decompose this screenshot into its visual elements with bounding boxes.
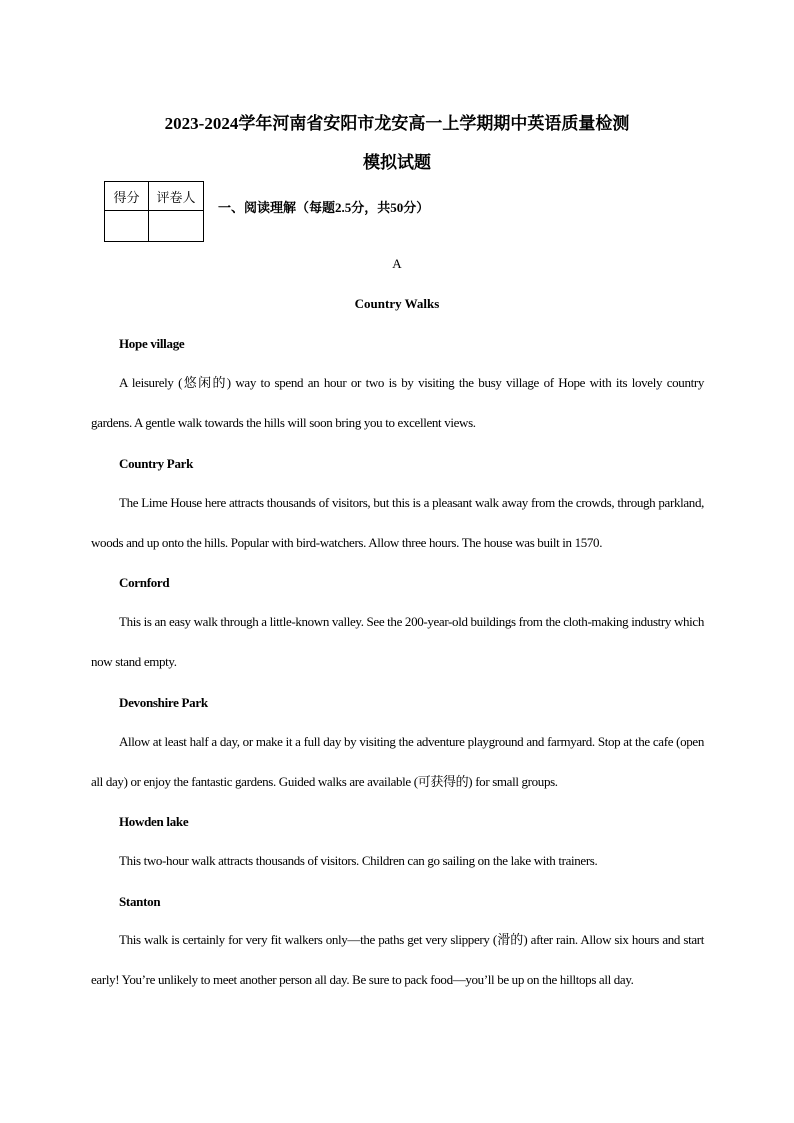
entry-heading-devonshire-park: Devonshire Park [119, 695, 208, 710]
entry-heading-stanton: Stanton [119, 894, 161, 909]
entry-text-howden-lake: This two-hour walk attracts thousands of visitors. Children can go sailing on the lake with trainers. [119, 853, 598, 868]
section-title: 一、阅读理解（每题2.5分，共50分） [218, 200, 430, 215]
score-table [104, 181, 204, 242]
entry-text-devonshire-park: Allow at least half a day, or make it a full day by visiting the adventure playground and farmyard. Stop at the cafe (open all day) or enjoy the fantastic gardens. Guided walks are available (可获得的) for small groups. [91, 734, 704, 789]
entry-heading-howden-lake: Howden lake [119, 814, 189, 829]
grader-cell [149, 211, 204, 242]
entry-text-cornford: This is an easy walk through a little-known valley. See the 200-year-old buildings from the cloth-making industry which now stand empty. [91, 614, 704, 669]
grader-header: 评卷人 [149, 182, 204, 211]
entry-heading-hope-village: Hope village [119, 336, 185, 351]
page-title: 2023-2024学年河南省安阳市龙安高一上学期期中英语质量检测 [164, 114, 630, 133]
entry-text-hope-village: A leisurely (悠闲的) way to spend an hour or two is by visiting the busy village of Hope with its lovely country gardens. A gentle walk towards the hills will soon bring you to excellent views. [91, 375, 704, 430]
entry-text-country-park: The Lime House here attracts thousands of visitors, but this is a pleasant walk away from the crowds, through parkland, woods and up onto the hills. Popular with bird-watchers. Allow three hours. The house was built in 1570. [91, 495, 704, 550]
entry-heading-cornford: Cornford [119, 575, 170, 590]
entry-text-stanton: This walk is certainly for very fit walkers only—the paths get very slippery (滑的) after rain. Allow six hours and start early! You’re unlikely to meet another person all day. Be sure to pack food—you’ll be up on the hilltops all day. [91, 932, 704, 987]
entry-heading-country-park: Country Park [119, 456, 194, 471]
page-subtitle: 模拟试题 [363, 153, 431, 172]
score-header: 得分 [105, 182, 149, 211]
score-cell [105, 211, 149, 242]
passage-title: Country Walks [354, 296, 440, 311]
part-letter: A [392, 256, 402, 271]
